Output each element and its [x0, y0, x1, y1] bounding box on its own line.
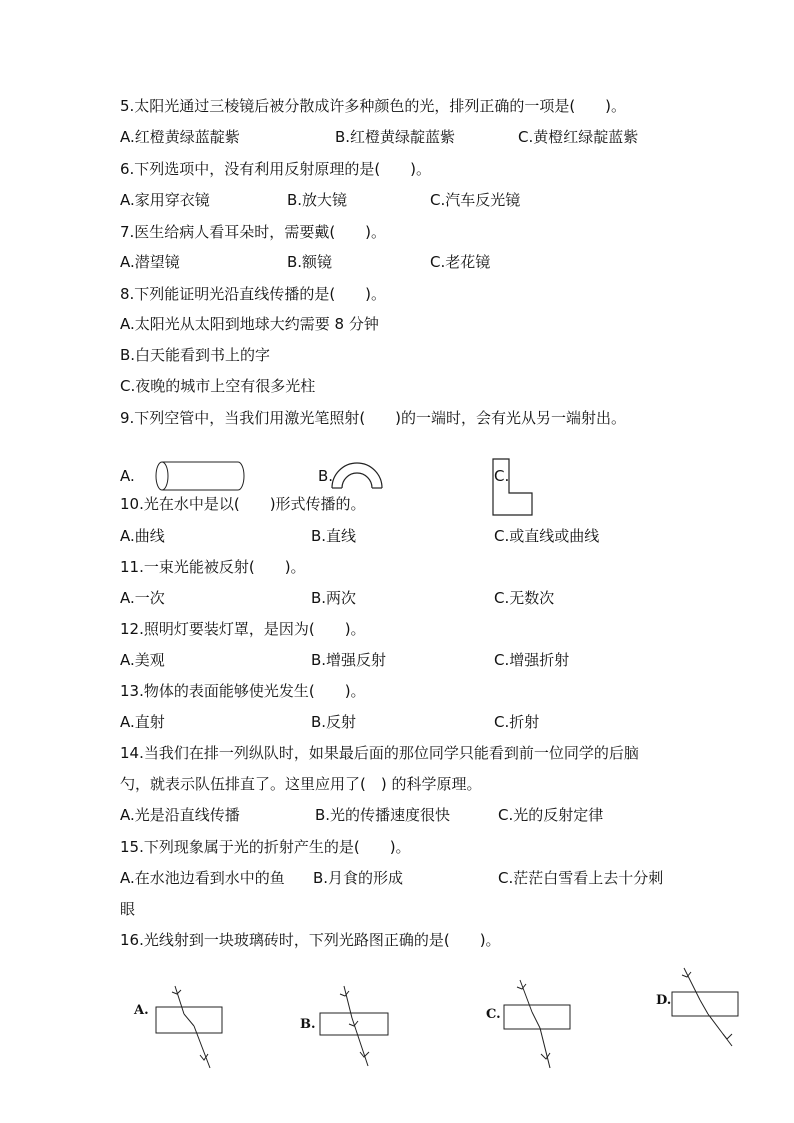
question-11-stem: 11.一束光能被反射( )。 — [120, 558, 306, 576]
question-15-option-c[interactable]: C.茫茫白雪看上去十分刺 — [498, 869, 664, 887]
question-9-stem: 9.下列空管中，当我们用激光笔照射( )的一端时，会有光从另一端射出。 — [120, 409, 627, 427]
question-11-option-b[interactable]: B.两次 — [311, 589, 357, 607]
question-9-option-a[interactable]: A. — [120, 467, 135, 485]
question-15-option-c-continued: 眼 — [120, 900, 136, 918]
question-6-stem: 6.下列选项中，没有利用反射原理的是( )。 — [120, 160, 432, 178]
question-7-option-a[interactable]: A.潜望镜 — [120, 253, 180, 271]
light-path-figure-a — [150, 980, 230, 1072]
question-9-option-c[interactable]: C. — [494, 467, 510, 485]
question-8-stem: 8.下列能证明光沿直线传播的是( )。 — [120, 285, 387, 303]
question-15-stem: 15.下列现象属于光的折射产生的是( )。 — [120, 838, 411, 856]
l-shaped-tube-figure — [492, 458, 536, 518]
question-5-option-b[interactable]: B.红橙黄绿靛蓝紫 — [335, 128, 456, 146]
question-12-option-b[interactable]: B.增强反射 — [311, 651, 387, 669]
question-12-stem: 12.照明灯要装灯罩，是因为( )。 — [120, 620, 366, 638]
question-13-option-c[interactable]: C.折射 — [494, 713, 540, 731]
light-path-figure-d — [668, 964, 746, 1050]
question-10-option-b[interactable]: B.直线 — [311, 527, 357, 545]
question-13-option-b[interactable]: B.反射 — [311, 713, 357, 731]
question-6-option-b[interactable]: B.放大镜 — [287, 191, 348, 209]
question-5-option-c[interactable]: C.黄橙红绿靛蓝紫 — [518, 128, 639, 146]
question-10-option-c[interactable]: C.或直线或曲线 — [494, 527, 600, 545]
question-7-stem: 7.医生给病人看耳朵时，需要戴( )。 — [120, 223, 387, 241]
question-7-option-b[interactable]: B.额镜 — [287, 253, 333, 271]
question-14-option-c[interactable]: C.光的反射定律 — [498, 806, 604, 824]
question-5-option-a[interactable]: A.红橙黄绿蓝靛紫 — [120, 128, 240, 146]
question-15-option-b[interactable]: B.月食的形成 — [313, 869, 404, 887]
question-14-option-a[interactable]: A.光是沿直线传播 — [120, 806, 240, 824]
light-path-figure-c — [500, 976, 576, 1072]
question-13-option-a[interactable]: A.直射 — [120, 713, 165, 731]
question-16-option-c[interactable]: C. — [486, 1007, 501, 1022]
arch-tube-figure — [328, 454, 386, 490]
question-16-option-a[interactable]: A. — [134, 1003, 149, 1018]
light-path-figure-b — [316, 982, 394, 1070]
question-7-option-c[interactable]: C.老花镜 — [430, 253, 491, 271]
question-16-option-d[interactable]: D. — [656, 993, 672, 1008]
question-6-option-c[interactable]: C.汽车反光镜 — [430, 191, 521, 209]
question-10-stem: 10.光在水中是以( )形式传播的。 — [120, 495, 366, 513]
question-14-option-b[interactable]: B.光的传播速度很快 — [315, 806, 451, 824]
question-16-stem: 16.光线射到一块玻璃砖时，下列光路图正确的是( )。 — [120, 931, 501, 949]
question-8-option-b[interactable]: B.白天能看到书上的字 — [120, 346, 271, 364]
question-6-option-a[interactable]: A.家用穿衣镜 — [120, 191, 210, 209]
question-11-option-c[interactable]: C.无数次 — [494, 589, 555, 607]
question-14-stem: 14.当我们在排一列纵队时，如果最后面的那位同学只能看到前一位同学的后脑 — [120, 744, 639, 762]
question-10-option-a[interactable]: A.曲线 — [120, 527, 165, 545]
question-8-option-a[interactable]: A.太阳光从太阳到地球大约需要 8 分钟 — [120, 315, 379, 333]
question-16-option-b[interactable]: B. — [300, 1017, 316, 1032]
cylinder-tube-figure — [150, 458, 250, 494]
question-12-option-c[interactable]: C.增强折射 — [494, 651, 570, 669]
question-13-stem: 13.物体的表面能够使光发生( )。 — [120, 682, 366, 700]
question-15-option-a[interactable]: A.在水池边看到水中的鱼 — [120, 869, 285, 887]
question-8-option-c[interactable]: C.夜晚的城市上空有很多光柱 — [120, 377, 316, 395]
question-5-stem: 5.太阳光通过三棱镜后被分散成许多种颜色的光，排列正确的一项是( )。 — [120, 97, 627, 115]
question-14-stem-continued: 勺，就表示队伍排直了。这里应用了( ) 的科学原理。 — [120, 775, 482, 793]
question-9-option-b[interactable]: B. — [318, 467, 334, 485]
question-11-option-a[interactable]: A.一次 — [120, 589, 165, 607]
question-12-option-a[interactable]: A.美观 — [120, 651, 165, 669]
